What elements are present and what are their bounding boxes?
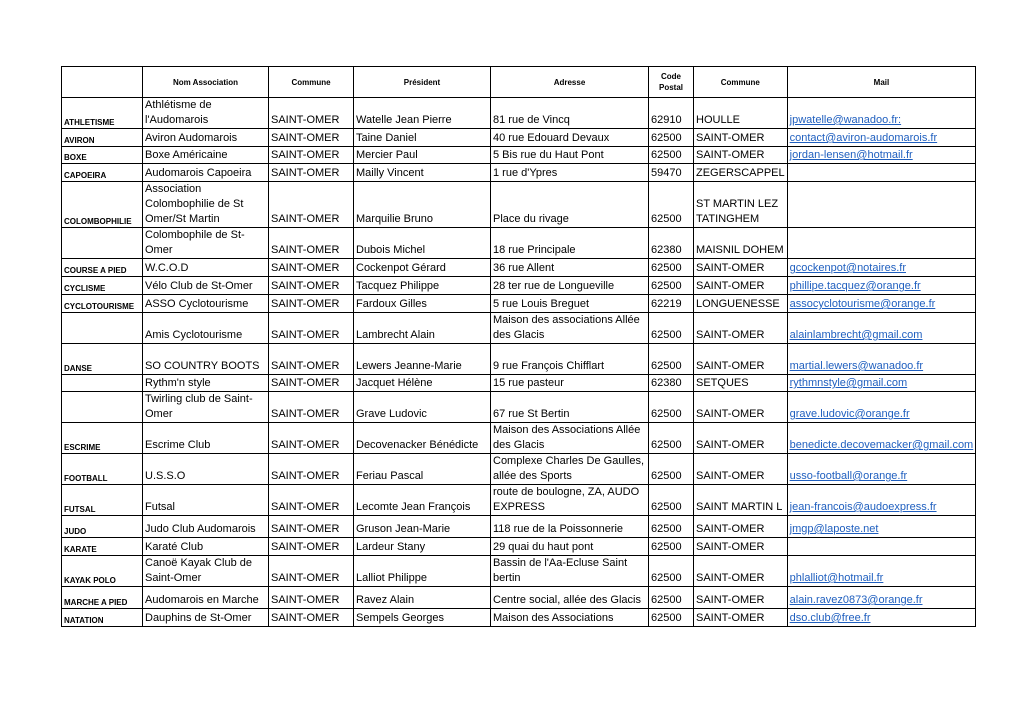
cell-president: Jacquet Hélène: [354, 375, 491, 392]
table-row: [62, 295, 976, 313]
cell-commune: SAINT-OMER: [269, 277, 354, 295]
cell-president: Fardoux Gilles: [354, 295, 491, 313]
cell-nom: Canoë Kayak Club de Saint-Omer: [143, 556, 269, 587]
cell-nom: Escrime Club: [143, 423, 269, 454]
cell-mail[interactable]: phlalliot@hotmail.fr: [787, 556, 976, 587]
header-code-postal: Code Postal: [649, 67, 694, 98]
cell-adresse: 40 rue Edouard Devaux: [491, 129, 649, 147]
cell-president: Taine Daniel: [354, 129, 491, 147]
cell-commune-2: SAINT-OMER: [694, 454, 788, 485]
table-row: [62, 375, 976, 392]
cell-nom: Boxe Américaine: [143, 147, 269, 164]
cell-commune-2: ST MARTIN LEZ TATINGHEM: [694, 182, 788, 228]
cell-mail[interactable]: usso-football@orange.fr: [787, 454, 976, 485]
cell-nom: Vélo Club de St-Omer: [143, 277, 269, 295]
cell-commune-2: SAINT-OMER: [694, 556, 788, 587]
cell-adresse: 28 ter rue de Longueville: [491, 277, 649, 295]
associations-table: [61, 66, 976, 627]
cell-commune-2: SAINT-OMER: [694, 313, 788, 344]
cell-code-postal: 62500: [649, 556, 694, 587]
header-mail: Mail: [787, 67, 976, 98]
table-row: [62, 392, 976, 423]
cell-nom: SO COUNTRY BOOTS: [143, 344, 269, 375]
cell-mail[interactable]: grave.ludovic@orange.fr: [787, 392, 976, 423]
cell-mail: [787, 228, 976, 259]
cell-commune-2: LONGUENESSE: [694, 295, 788, 313]
cell-sport: AVIRON: [62, 129, 143, 147]
header-commune-2: Commune: [694, 67, 788, 98]
header-president: Président: [354, 67, 491, 98]
cell-commune: SAINT-OMER: [269, 313, 354, 344]
cell-commune-2: SETQUES: [694, 375, 788, 392]
cell-adresse: Centre social, allée des Glacis: [491, 587, 649, 609]
cell-commune: SAINT-OMER: [269, 295, 354, 313]
cell-adresse: 18 rue Principale: [491, 228, 649, 259]
header-row: [62, 67, 976, 98]
cell-nom: W.C.O.D: [143, 259, 269, 277]
table-row: [62, 259, 976, 277]
table-row: [62, 538, 976, 556]
cell-adresse: 1 rue d'Ypres: [491, 164, 649, 182]
table-row: [62, 129, 976, 147]
cell-commune: SAINT-OMER: [269, 392, 354, 423]
cell-mail[interactable]: alainlambrecht@gmail.com: [787, 313, 976, 344]
cell-nom: Twirling club de Saint-Omer: [143, 392, 269, 423]
cell-president: Sempels Georges: [354, 609, 491, 627]
cell-president: Ravez Alain: [354, 587, 491, 609]
cell-code-postal: 62500: [649, 587, 694, 609]
cell-sport: KAYAK POLO: [62, 556, 143, 587]
cell-adresse: 36 rue Allent: [491, 259, 649, 277]
cell-commune-2: SAINT-OMER: [694, 277, 788, 295]
cell-commune-2: SAINT-OMER: [694, 609, 788, 627]
cell-code-postal: 62500: [649, 182, 694, 228]
cell-mail[interactable]: rythmnstyle@gmail.com: [787, 375, 976, 392]
cell-sport: [62, 392, 143, 423]
cell-sport: [62, 313, 143, 344]
cell-sport: FUTSAL: [62, 485, 143, 516]
cell-commune: SAINT-OMER: [269, 147, 354, 164]
cell-nom: Colombophile de St-Omer: [143, 228, 269, 259]
cell-code-postal: 62500: [649, 277, 694, 295]
cell-commune: SAINT-OMER: [269, 375, 354, 392]
cell-nom: Judo Club Audomarois: [143, 516, 269, 538]
cell-sport: NATATION: [62, 609, 143, 627]
table-row: [62, 182, 976, 228]
cell-mail[interactable]: assocyclotourisme@orange.fr: [787, 295, 976, 313]
cell-sport: MARCHE A PIED: [62, 587, 143, 609]
cell-president: Lardeur Stany: [354, 538, 491, 556]
cell-adresse: Complexe Charles De Gaulles, allée des Sports: [491, 454, 649, 485]
table-row: [62, 587, 976, 609]
cell-sport: COLOMBOPHILIE: [62, 182, 143, 228]
cell-nom: Aviron Audomarois: [143, 129, 269, 147]
cell-mail[interactable]: phillipe.tacquez@orange.fr: [787, 277, 976, 295]
cell-president: Gruson Jean-Marie: [354, 516, 491, 538]
cell-commune-2: MAISNIL DOHEM: [694, 228, 788, 259]
cell-code-postal: 62500: [649, 344, 694, 375]
cell-president: Lambrecht Alain: [354, 313, 491, 344]
cell-nom: Athlétisme de l'Audomarois: [143, 98, 269, 129]
cell-nom: U.S.S.O: [143, 454, 269, 485]
cell-commune: SAINT-OMER: [269, 538, 354, 556]
cell-adresse: 29 quai du haut pont: [491, 538, 649, 556]
table-row: [62, 344, 976, 375]
cell-sport: CYCLISME: [62, 277, 143, 295]
cell-code-postal: 62500: [649, 423, 694, 454]
cell-commune: SAINT-OMER: [269, 129, 354, 147]
cell-code-postal: 62500: [649, 454, 694, 485]
cell-adresse: 5 rue Louis Breguet: [491, 295, 649, 313]
header-commune: Commune: [269, 67, 354, 98]
table-row: [62, 423, 976, 454]
cell-mail[interactable]: jmgp@laposte.net: [787, 516, 976, 538]
cell-mail[interactable]: jean-francois@audoexpress.fr: [787, 485, 976, 516]
cell-adresse: 15 rue pasteur: [491, 375, 649, 392]
cell-mail[interactable]: benedicte.decovemacker@gmail.com: [787, 423, 976, 454]
cell-sport: [62, 228, 143, 259]
cell-mail[interactable]: dso.club@free.fr: [787, 609, 976, 627]
cell-nom: Futsal: [143, 485, 269, 516]
cell-commune-2: SAINT-OMER: [694, 587, 788, 609]
cell-sport: BOXE: [62, 147, 143, 164]
table-row: [62, 147, 976, 164]
cell-nom: Audomarois en Marche: [143, 587, 269, 609]
cell-adresse: Maison des Associations Allée des Glacis: [491, 423, 649, 454]
header-sport: [62, 67, 143, 98]
cell-nom: Association Colombophilie de St Omer/St Martin: [143, 182, 269, 228]
cell-nom: Audomarois Capoeira: [143, 164, 269, 182]
cell-nom: Dauphins de St-Omer: [143, 609, 269, 627]
cell-president: Lalliot Philippe: [354, 556, 491, 587]
table-row: [62, 164, 976, 182]
cell-commune: SAINT-OMER: [269, 344, 354, 375]
cell-sport: [62, 375, 143, 392]
cell-president: Grave Ludovic: [354, 392, 491, 423]
cell-adresse: route de boulogne, ZA, AUDO EXPRESS: [491, 485, 649, 516]
cell-code-postal: 62500: [649, 313, 694, 344]
table-row: [62, 516, 976, 538]
cell-commune-2: ZEGERSCAPPEL: [694, 164, 788, 182]
cell-commune: SAINT-OMER: [269, 556, 354, 587]
cell-sport: COURSE A PIED: [62, 259, 143, 277]
cell-sport: DANSE: [62, 344, 143, 375]
cell-president: Mercier Paul: [354, 147, 491, 164]
cell-mail[interactable]: martial.lewers@wanadoo.fr: [787, 344, 976, 375]
cell-president: Decovenacker Bénédicte: [354, 423, 491, 454]
cell-commune: SAINT-OMER: [269, 587, 354, 609]
cell-nom: Rythm'n style: [143, 375, 269, 392]
table-row: [62, 609, 976, 627]
cell-sport: CYCLOTOURISME: [62, 295, 143, 313]
cell-president: Marquilie Bruno: [354, 182, 491, 228]
cell-code-postal: 62500: [649, 147, 694, 164]
cell-code-postal: 62219: [649, 295, 694, 313]
table-body: [62, 98, 976, 627]
cell-adresse: 81 rue de Vincq: [491, 98, 649, 129]
table-row: [62, 556, 976, 587]
table-row: [62, 313, 976, 344]
cell-sport: JUDO: [62, 516, 143, 538]
cell-president: Lewers Jeanne-Marie: [354, 344, 491, 375]
cell-mail[interactable]: jordan-lensen@hotmail.fr: [787, 147, 976, 164]
cell-president: Tacquez Philippe: [354, 277, 491, 295]
cell-code-postal: 62500: [649, 259, 694, 277]
cell-president: Watelle Jean Pierre: [354, 98, 491, 129]
cell-code-postal: 62500: [649, 609, 694, 627]
cell-commune-2: SAINT MARTIN L: [694, 485, 788, 516]
table-row: [62, 485, 976, 516]
cell-commune: SAINT-OMER: [269, 98, 354, 129]
cell-commune: SAINT-OMER: [269, 259, 354, 277]
cell-commune-2: SAINT-OMER: [694, 538, 788, 556]
cell-adresse: Maison des Associations: [491, 609, 649, 627]
cell-mail[interactable]: jpwatelle@wanadoo.fr:: [787, 98, 976, 129]
cell-mail: [787, 182, 976, 228]
cell-sport: ESCRIME: [62, 423, 143, 454]
cell-sport: CAPOEIRA: [62, 164, 143, 182]
table-row: [62, 228, 976, 259]
cell-code-postal: 62500: [649, 538, 694, 556]
table-row: [62, 98, 976, 129]
cell-sport: FOOTBALL: [62, 454, 143, 485]
cell-president: Dubois Michel: [354, 228, 491, 259]
cell-commune-2: SAINT-OMER: [694, 392, 788, 423]
table-row: [62, 454, 976, 485]
cell-adresse: Bassin de l'Aa-Ecluse Saint bertin: [491, 556, 649, 587]
cell-code-postal: 62910: [649, 98, 694, 129]
cell-president: Cockenpot Gérard: [354, 259, 491, 277]
cell-commune-2: SAINT-OMER: [694, 147, 788, 164]
cell-mail: [787, 538, 976, 556]
cell-code-postal: 62500: [649, 392, 694, 423]
cell-president: Lecomte Jean François: [354, 485, 491, 516]
cell-president: Feriau Pascal: [354, 454, 491, 485]
cell-adresse: 5 Bis rue du Haut Pont: [491, 147, 649, 164]
cell-code-postal: 59470: [649, 164, 694, 182]
cell-commune: SAINT-OMER: [269, 164, 354, 182]
cell-code-postal: 62380: [649, 375, 694, 392]
cell-commune: SAINT-OMER: [269, 423, 354, 454]
cell-commune: SAINT-OMER: [269, 516, 354, 538]
cell-nom: Karaté Club: [143, 538, 269, 556]
cell-sport: ATHLETISME: [62, 98, 143, 129]
cell-commune-2: SAINT-OMER: [694, 344, 788, 375]
cell-nom: ASSO Cyclotourisme: [143, 295, 269, 313]
cell-mail: [787, 164, 976, 182]
cell-code-postal: 62500: [649, 516, 694, 538]
cell-commune: SAINT-OMER: [269, 609, 354, 627]
cell-commune-2: SAINT-OMER: [694, 129, 788, 147]
cell-mail[interactable]: gcockenpot@notaires.fr: [787, 259, 976, 277]
cell-nom: Amis Cyclotourisme: [143, 313, 269, 344]
cell-commune-2: SAINT-OMER: [694, 259, 788, 277]
cell-adresse: 67 rue St Bertin: [491, 392, 649, 423]
cell-sport: KARATE: [62, 538, 143, 556]
cell-adresse: Place du rivage: [491, 182, 649, 228]
cell-adresse: 9 rue François Chifflart: [491, 344, 649, 375]
cell-commune-2: HOULLE: [694, 98, 788, 129]
cell-code-postal: 62500: [649, 129, 694, 147]
cell-commune: SAINT-OMER: [269, 485, 354, 516]
cell-adresse: Maison des associations Allée des Glacis: [491, 313, 649, 344]
header-nom-association: Nom Association: [143, 67, 269, 98]
cell-commune-2: SAINT-OMER: [694, 516, 788, 538]
cell-commune: SAINT-OMER: [269, 454, 354, 485]
cell-code-postal: 62500: [649, 485, 694, 516]
table-row: [62, 277, 976, 295]
cell-commune-2: SAINT-OMER: [694, 423, 788, 454]
cell-adresse: 118 rue de la Poissonnerie: [491, 516, 649, 538]
cell-mail[interactable]: contact@aviron-audomarois.fr: [787, 129, 976, 147]
cell-mail[interactable]: alain.ravez0873@orange.fr: [787, 587, 976, 609]
header-adresse: Adresse: [491, 67, 649, 98]
cell-commune: SAINT-OMER: [269, 182, 354, 228]
cell-commune: SAINT-OMER: [269, 228, 354, 259]
cell-president: Mailly Vincent: [354, 164, 491, 182]
cell-code-postal: 62380: [649, 228, 694, 259]
